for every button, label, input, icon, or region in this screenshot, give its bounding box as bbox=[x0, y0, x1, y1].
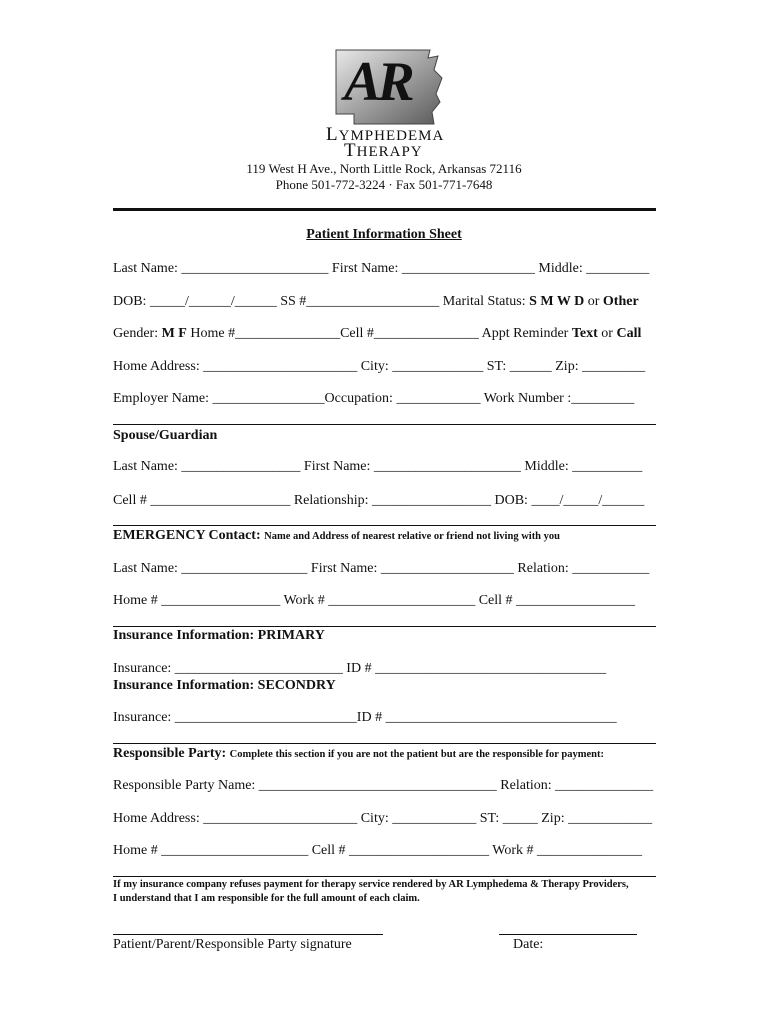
form-title: Patient Information Sheet bbox=[306, 227, 462, 242]
section-divider bbox=[113, 424, 656, 425]
section-divider bbox=[113, 626, 656, 627]
header-divider bbox=[113, 208, 656, 211]
emergency-name-row[interactable]: Last Name: __________________ First Name: ___________________ Relation: ___________ bbox=[113, 561, 650, 576]
signature-label: Patient/Parent/Responsible Party signature bbox=[113, 937, 352, 952]
payment-disclaimer: If my insurance company refuses payment for therapy service rendered by AR Lymphedema & Therapy Providers, I understand that I am responsible for the full amount of each claim. bbox=[113, 879, 629, 904]
company-name-line2: THERAPY bbox=[344, 140, 423, 161]
company-phone-fax: Phone 501-772-3224 · Fax 501-771-7648 bbox=[275, 177, 493, 192]
company-logo bbox=[334, 48, 444, 128]
date-label: Date: bbox=[513, 937, 544, 952]
patient-employer-row[interactable]: Employer Name: ________________Occupation: ____________ Work Number :_________ bbox=[113, 391, 635, 406]
spouse-name-row[interactable]: Last Name: _________________ First Name: _____________________ Middle: __________ bbox=[113, 459, 643, 474]
patient-address-row[interactable]: Home Address: ______________________ City: _____________ ST: ______ Zip: _________ bbox=[113, 359, 646, 374]
insurance-primary-heading: Insurance Information: PRIMARY bbox=[113, 628, 325, 643]
responsible-name-row[interactable]: Responsible Party Name: __________________________________ Relation: ______________ bbox=[113, 778, 654, 793]
section-divider bbox=[113, 743, 656, 744]
patient-dob-row[interactable]: DOB: _____/______/______ SS #___________________ Marital Status: S M W D or Other bbox=[113, 294, 639, 309]
spouse-cell-row[interactable]: Cell # ____________________ Relationship: _________________ DOB: ____/_____/______ bbox=[113, 493, 645, 508]
company-name-line1: LYMPHEDEMA bbox=[326, 124, 445, 145]
insurance-secondary-heading: Insurance Information: SECONDRY bbox=[113, 678, 336, 693]
insurance-primary-row[interactable]: Insurance: ________________________ ID # _________________________________ bbox=[113, 661, 607, 676]
patient-gender-row[interactable]: Gender: M F Home #_______________Cell #_______________ Appt Reminder Text or Call bbox=[113, 326, 642, 341]
insurance-secondary-row[interactable]: Insurance: __________________________ID # _________________________________ bbox=[113, 710, 617, 725]
logo-text: AR bbox=[344, 51, 411, 113]
section-divider bbox=[113, 876, 656, 877]
date-line[interactable] bbox=[499, 934, 637, 935]
emergency-heading: EMERGENCY Contact: Name and Address of nearest relative or friend not living with you bbox=[113, 528, 560, 543]
responsible-address-row[interactable]: Home Address: ______________________ City: ____________ ST: _____ Zip: ____________ bbox=[113, 811, 653, 826]
patient-name-row[interactable]: Last Name: _____________________ First Name: ___________________ Middle: _________ bbox=[113, 261, 650, 276]
responsible-heading: Responsible Party: Complete this section if you are not the patient but are the responsible for payment: bbox=[113, 746, 604, 761]
responsible-phone-row[interactable]: Home # _____________________ Cell # ____________________ Work # _______________ bbox=[113, 843, 643, 858]
signature-line[interactable] bbox=[113, 934, 383, 935]
spouse-heading: Spouse/Guardian bbox=[113, 428, 218, 443]
emergency-phone-row[interactable]: Home # _________________ Work # _____________________ Cell # _________________ bbox=[113, 593, 636, 608]
company-address: 119 West H Ave., North Little Rock, Arkansas 72116 bbox=[246, 161, 522, 176]
section-divider bbox=[113, 525, 656, 526]
